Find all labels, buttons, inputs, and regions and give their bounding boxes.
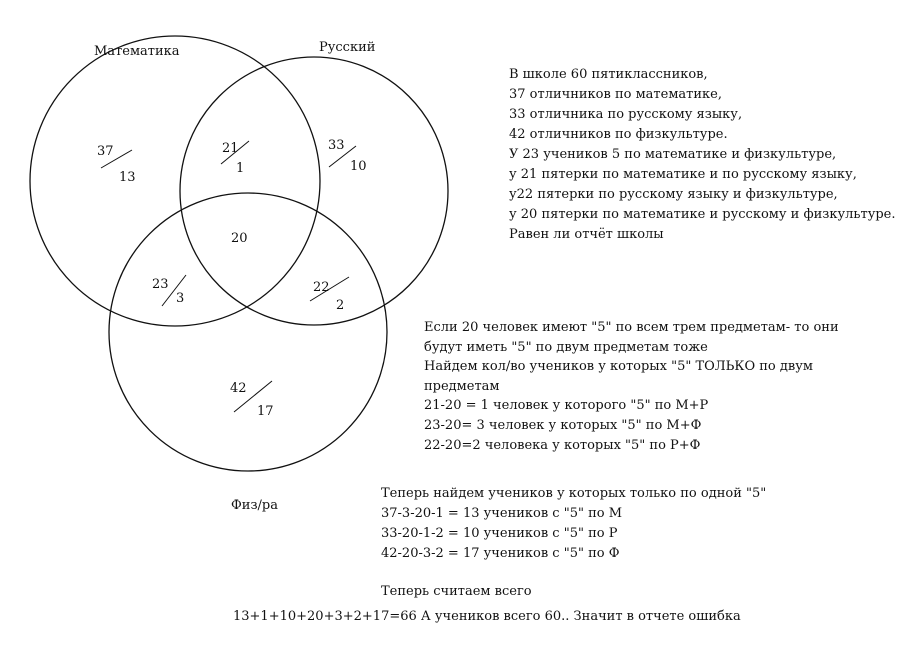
problem-line: Равен ли отчёт школы	[509, 227, 664, 242]
problem-statement	[509, 65, 896, 245]
math-russian-count: 1	[236, 161, 245, 176]
math-circle	[30, 36, 320, 326]
pe-circle	[109, 193, 387, 471]
solution-line: 23-20= 3 человек у которых "5" по М+Ф	[424, 417, 702, 433]
solution-line: 22-20=2 человека у которых "5" по Р+Ф	[424, 437, 701, 453]
solution-line: 21-20 = 1 человек у которого "5" по М+Р	[424, 398, 709, 414]
pe-only-count: 17	[257, 404, 274, 419]
problem-line: у 21 пятерки по математике и по русскому языку,	[509, 167, 857, 182]
russian-only-total: 33	[328, 138, 345, 153]
solution-line: Если 20 человек имеют "5" по всем трем предметам- то они	[424, 320, 839, 335]
solution-line: предметам	[424, 378, 500, 394]
problem-line: у 20 пятерки по математике и русскому и физкультуре.	[509, 207, 896, 222]
russian-pe-count: 2	[336, 298, 345, 313]
problem-line: В школе 60 пятиклассников,	[509, 67, 708, 82]
math-label: Математика	[94, 44, 180, 59]
problem-line: у22 пятерки по русскому языку и физкультуре,	[509, 187, 838, 202]
solution-line: Теперь найдем учеников у которых только по одной "5"	[381, 486, 767, 501]
pe-label: Физ/ра	[231, 498, 278, 513]
problem-line: 33 отличника по русскому языку,	[509, 107, 743, 122]
singles-solution	[381, 484, 766, 564]
math-only-total: 37	[97, 144, 114, 159]
russian-only-count: 10	[350, 159, 367, 174]
total-heading: Теперь считаем всего	[381, 584, 532, 599]
math-pe-count: 3	[176, 291, 185, 306]
math-only-count: 13	[119, 170, 136, 185]
solution-line: 33-20-1-2 = 10 учеников с "5" по Р	[381, 526, 618, 541]
solution-line: будут иметь "5" по двум предметам тоже	[424, 339, 708, 355]
russian-label: Русский	[319, 40, 376, 55]
pairs-solution	[424, 318, 839, 455]
math-russian-total: 21	[222, 141, 239, 156]
problem-line: 37 отличников по математике,	[509, 87, 722, 102]
solution-line: 42-20-3-2 = 17 учеников с "5" по Ф	[381, 546, 620, 561]
russian-pe-total: 22	[313, 280, 330, 295]
solution-line: 37-3-20-1 = 13 учеников с "5" по М	[381, 506, 623, 521]
math-pe-total: 23	[152, 277, 169, 292]
problem-line: У 23 учеников 5 по математике и физкультуре,	[509, 147, 837, 162]
total-conclusion: 13+1+10+20+3+2+17=66 А учеников всего 60.. Значит в отчете ошибка	[233, 609, 741, 624]
pe-only-total: 42	[230, 381, 247, 396]
all-three-count: 20	[231, 231, 248, 246]
solution-line: Найдем кол/во учеников у которых "5" ТОЛЬКО по двум	[424, 359, 813, 375]
problem-line: 42 отличников по физкультуре.	[509, 127, 728, 142]
